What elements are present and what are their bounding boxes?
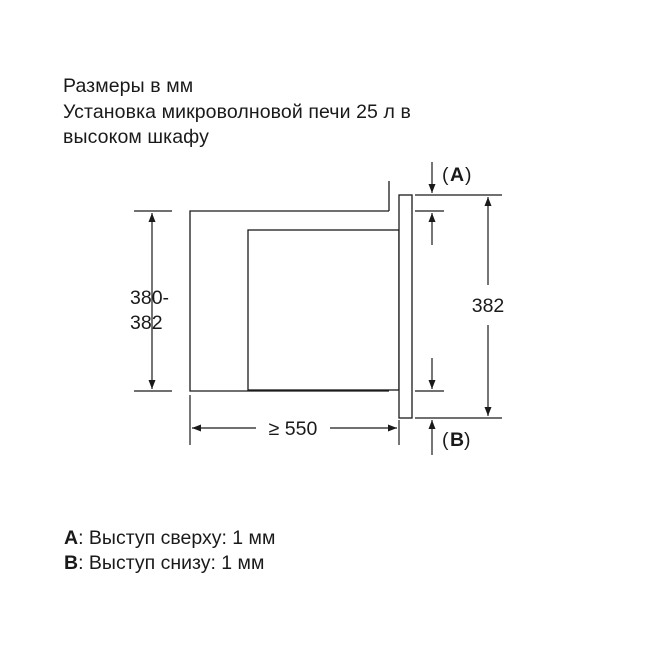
marker-b	[442, 429, 471, 451]
marker-b-open-paren: (	[442, 429, 449, 451]
depth-label: ≥ 550	[268, 418, 318, 440]
legend-item-a	[64, 526, 275, 551]
offset-b-indicator	[415, 358, 444, 455]
front-height-label: 382	[471, 295, 505, 317]
installation-title-line2: высоком шкафу	[63, 126, 209, 148]
legend-text-b: : Выступ снизу: 1 мм	[78, 552, 265, 574]
marker-a	[442, 164, 472, 186]
offset-a-indicator	[415, 162, 444, 245]
marker-a-letter: A	[450, 164, 465, 186]
front-panel	[399, 195, 412, 418]
cabinet-height-label-line2: 382	[130, 312, 163, 334]
marker-b-letter: B	[450, 429, 465, 451]
legend	[64, 526, 275, 576]
cabinet-height-label-line1: 380-	[130, 287, 170, 309]
microwave-body	[248, 230, 399, 390]
marker-b-close-paren: )	[464, 429, 471, 451]
marker-a-open-paren: (	[442, 164, 449, 186]
legend-item-b	[64, 551, 275, 576]
units-note: Размеры в мм	[63, 75, 194, 97]
marker-a-close-paren: )	[465, 164, 472, 186]
cabinet-outline	[190, 181, 412, 418]
installation-title-line1: Установка микроволновой печи 25 л в	[63, 100, 411, 123]
legend-key-b: B	[64, 552, 79, 574]
legend-text-a: : Выступ сверху: 1 мм	[78, 527, 276, 549]
legend-key-a: A	[64, 527, 79, 549]
